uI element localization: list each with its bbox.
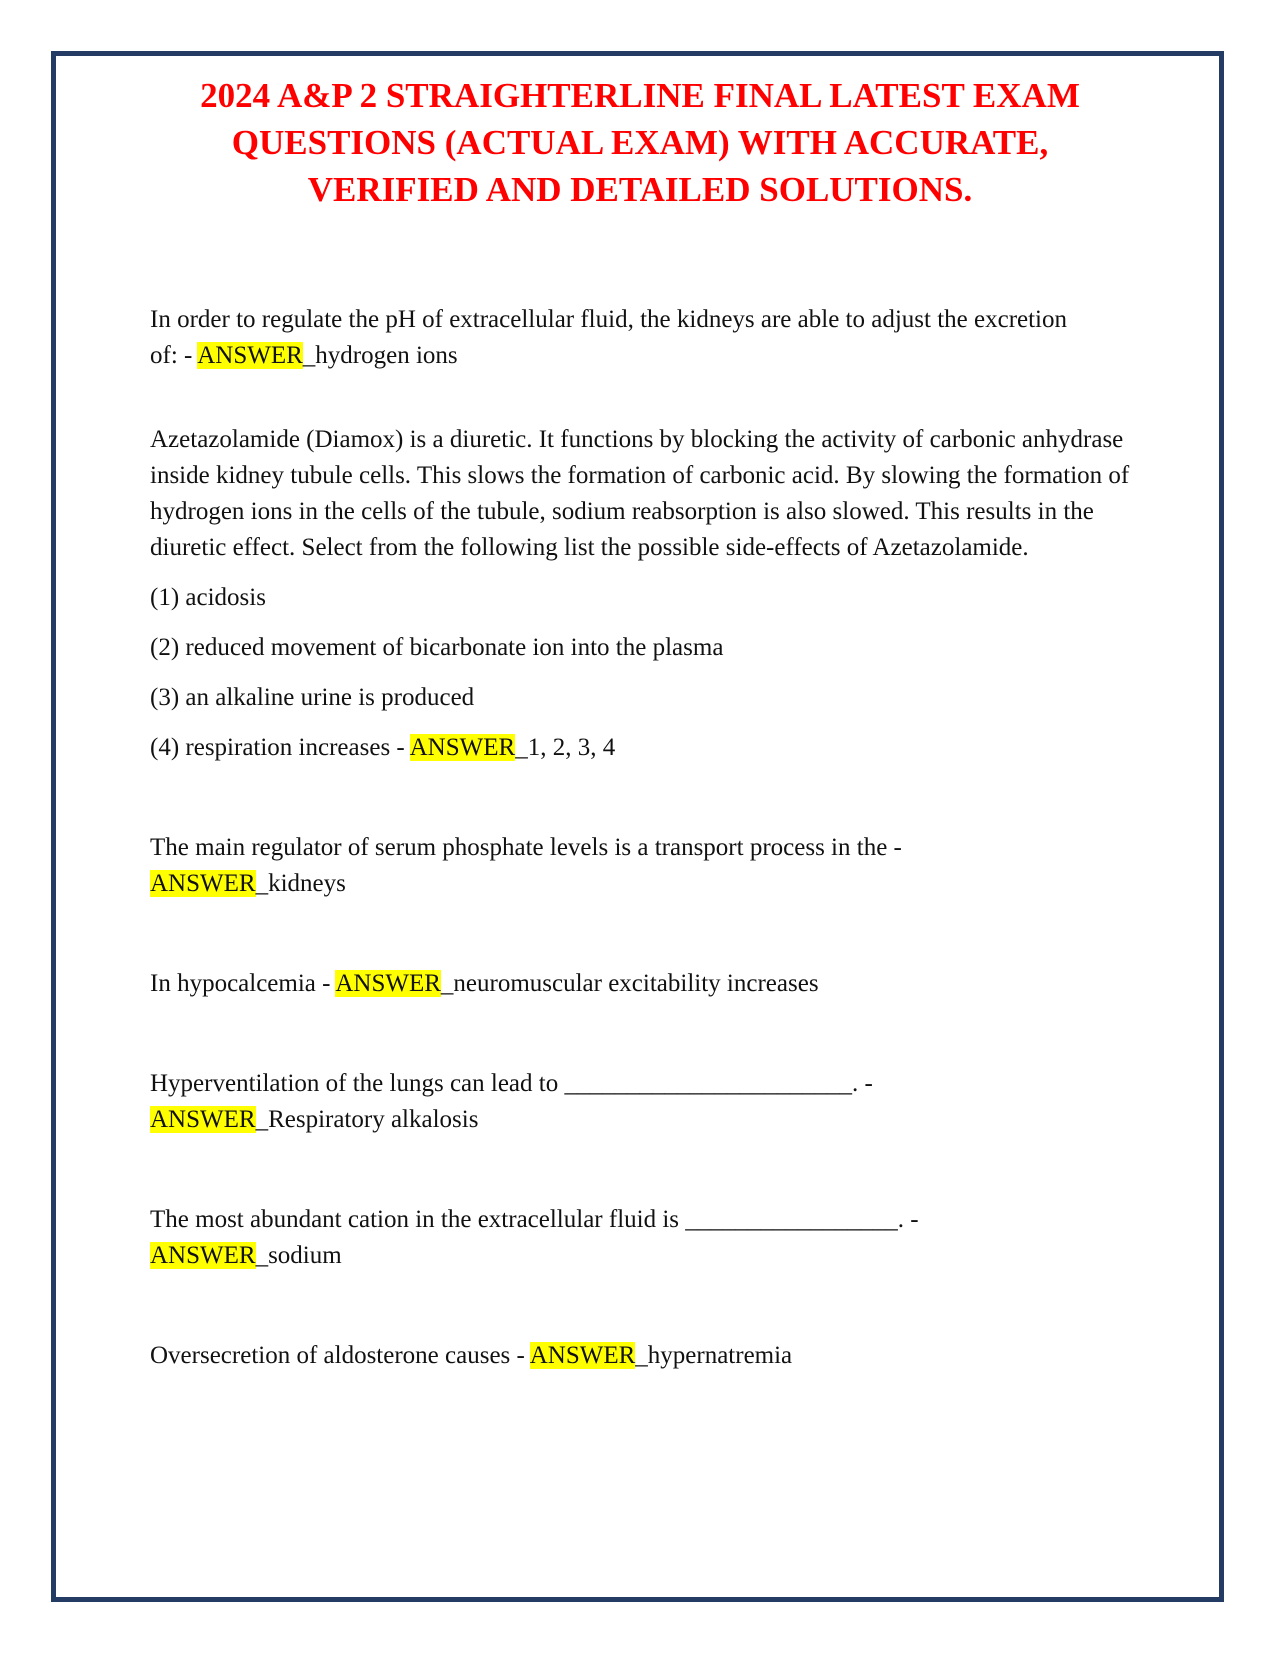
question-2 [150, 422, 1140, 566]
question-text: The most abundant cation in the extracellular fluid is _________________. - [150, 1206, 919, 1233]
document-body [150, 302, 1140, 1374]
answer-label: ANSWER [335, 970, 441, 997]
question-text: The main regulator of serum phosphate levels is a transport process in the - [150, 834, 902, 861]
answer-label: ANSWER [197, 342, 303, 369]
title-line: VERIFIED AND DETAILED SOLUTIONS. [307, 170, 973, 209]
answer-label: ANSWER [150, 870, 256, 897]
answer-text: _hydrogen ions [302, 342, 458, 369]
option-text: (4) respiration increases - [150, 734, 410, 761]
question-5 [150, 1066, 1010, 1138]
answer-label: ANSWER [529, 1342, 636, 1369]
answer-label: ANSWER [150, 1242, 256, 1269]
option-4 [150, 730, 1140, 766]
question-text: Oversecretion of aldosterone causes - [150, 1342, 530, 1369]
answer-label: ANSWER [409, 734, 516, 761]
answer-text: _hypernatremia [635, 1342, 793, 1369]
question-3 [150, 830, 1030, 902]
question-4 [150, 966, 1140, 1002]
answer-text: _kidneys [255, 870, 346, 897]
answer-text: _neuromuscular excitability increases [440, 970, 819, 997]
question-text: In order to regulate the pH of extracellular fluid, the kidneys are able to adjust the excretion of: - [150, 306, 1068, 369]
question-7 [150, 1338, 1140, 1374]
question-text: In hypocalcemia - [150, 970, 336, 997]
question-text: Hyperventilation of the lungs can lead to _______________________. - [150, 1070, 873, 1097]
option-1: (1) acidosis [150, 584, 266, 611]
question-text: Azetazolamide (Diamox) is a diuretic. It functions by blocking the activity of carbonic anhydrase inside kidney tubule cells. This slows the formation of carbonic acid. By slowing the formation of hydrogen ions in the cells of the tubule, sodium reabsorption is also slowed. This results in the diuretic effect. Select from the following list the possible side-effects of Azetazolamide. [150, 426, 1130, 561]
answer-text: _1, 2, 3, 4 [515, 734, 616, 761]
option-3: (3) an alkaline urine is produced [150, 684, 475, 711]
title-line: QUESTIONS (ACTUAL EXAM) WITH ACCURATE, [231, 123, 1049, 162]
question-6 [150, 1202, 1050, 1274]
answer-text: _Respiratory alkalosis [255, 1106, 479, 1133]
document-title [100, 72, 1180, 213]
option-2: (2) reduced movement of bicarbonate ion into the plasma [150, 634, 724, 661]
answer-label: ANSWER [150, 1106, 256, 1133]
answer-text: _sodium [255, 1242, 342, 1269]
question-1 [150, 302, 1070, 374]
title-line: 2024 A&P 2 STRAIGHTERLINE FINAL LATEST EXAM [200, 76, 1080, 115]
